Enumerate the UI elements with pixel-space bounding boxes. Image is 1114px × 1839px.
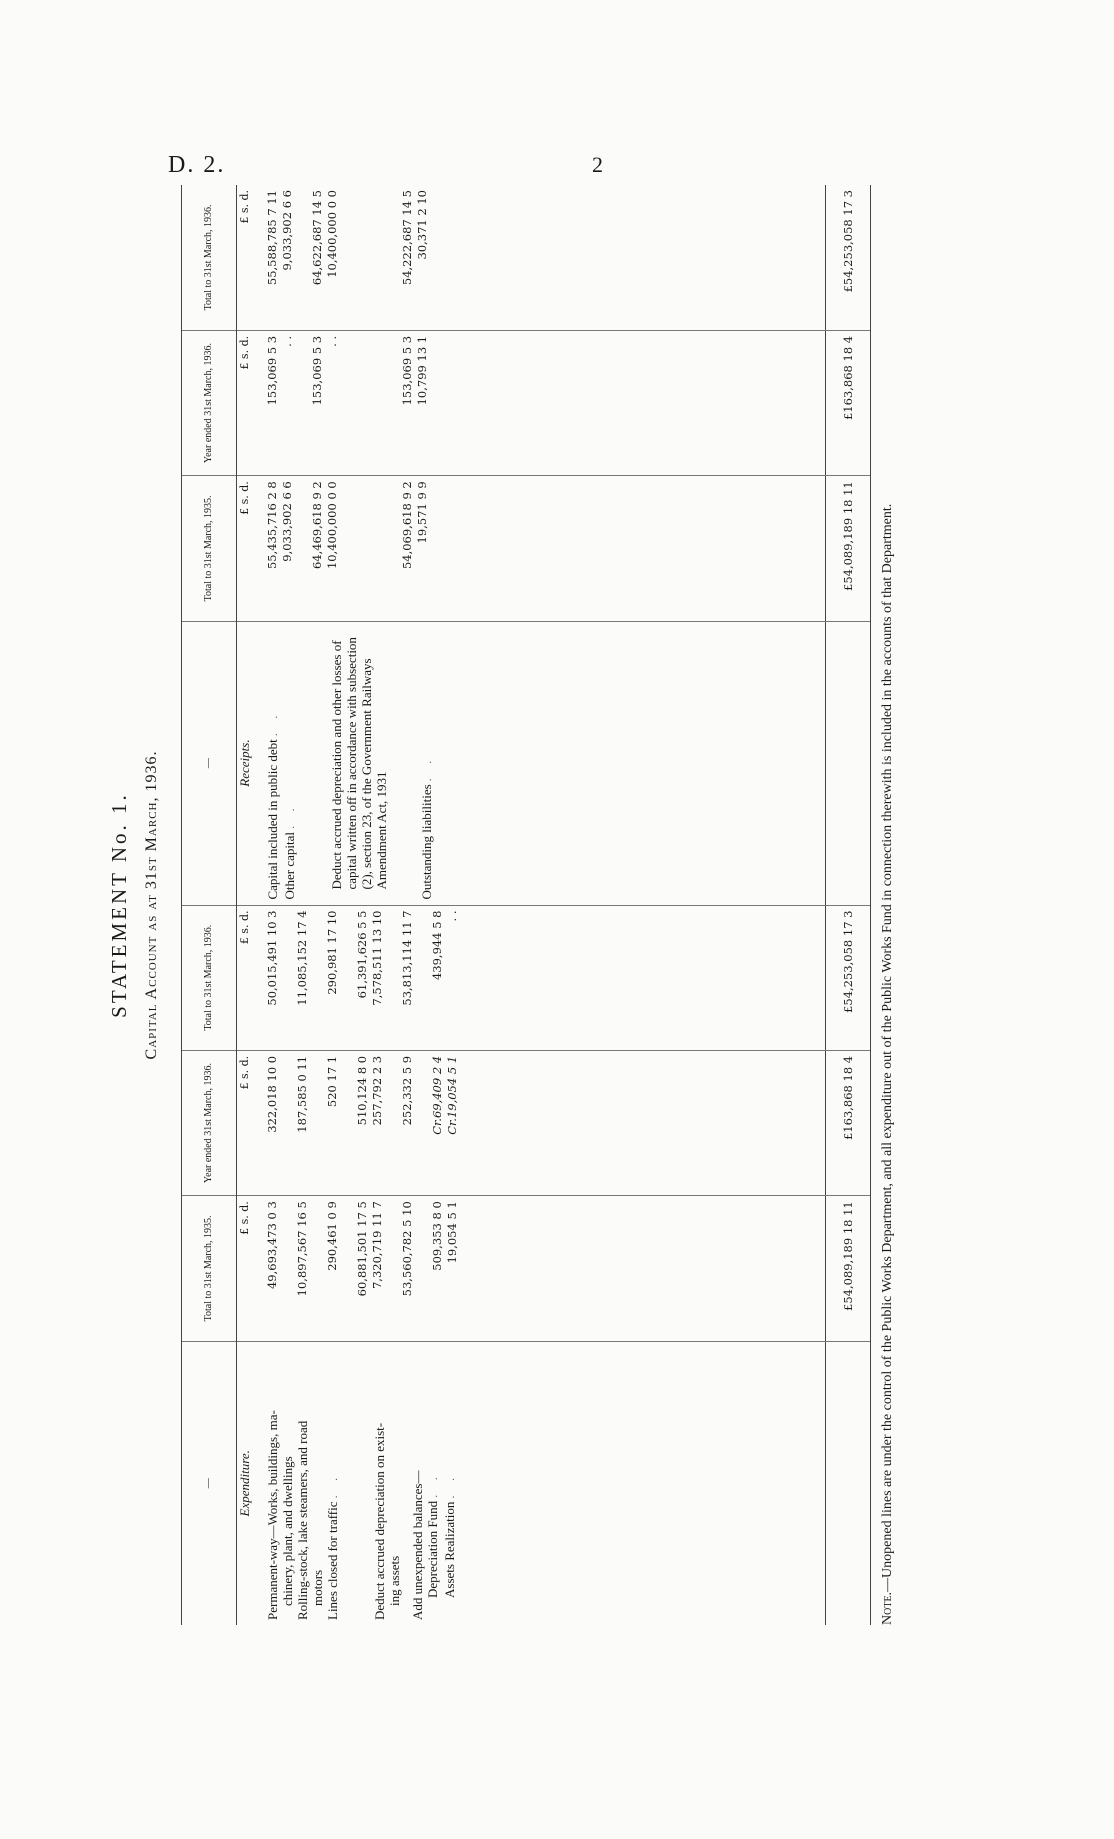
totals-row: [826, 185, 871, 1625]
leader-dots: . .: [268, 709, 281, 736]
value: 53,813,114 11 7: [400, 910, 415, 1006]
value: . .: [325, 335, 340, 347]
value: 7,320,719 11 7: [370, 1201, 385, 1290]
units-label: £ s. d.: [237, 1050, 266, 1195]
value: 257,792 2 3: [370, 1055, 385, 1126]
receipts-grand-total-year: £163,868 18 4: [826, 330, 871, 475]
receipts-year-1936-cell: [265, 330, 826, 475]
units-row: [237, 185, 266, 1625]
footnote-label: Note.: [880, 1591, 895, 1625]
value: 520 17 1: [325, 1055, 340, 1108]
spacer: [355, 190, 370, 325]
value: 64,622,687 14 5: [310, 190, 325, 286]
value: 54,069,618 9 2: [400, 481, 415, 570]
units-label: £ s. d.: [237, 1196, 266, 1341]
value: 10,897,567 16 5: [295, 1201, 310, 1297]
spacer: [314, 627, 329, 900]
expenditure-grand-total-1936: £54,253,058 17 3: [826, 905, 871, 1050]
value: 49,693,473 0 3: [265, 1201, 280, 1290]
spacer: [340, 1056, 355, 1190]
value: 9,033,902 6 6: [280, 481, 295, 562]
spacer: [340, 336, 355, 470]
totals-empty: [826, 1341, 871, 1625]
spacer: [415, 1056, 430, 1190]
assets-realization-text: Assets Realization: [442, 1501, 458, 1598]
subtitle-date: 31st March, 1936.: [143, 750, 160, 890]
value: 53,560,782 5 10: [400, 1201, 415, 1297]
col-header-year-1936: Year ended 31st March, 1936.: [182, 1050, 237, 1195]
value: 19,571 9 9: [415, 481, 430, 544]
subtitle-lead: Capital Account as at: [143, 894, 160, 1060]
expenditure-year-1936-cell: [265, 1050, 826, 1195]
spacer: [340, 1201, 355, 1335]
col-header-total-1936-r: Total to 31st March, 1936.: [182, 185, 237, 330]
footnote: [880, 185, 896, 1625]
receipts-total-1935-cell: [265, 476, 826, 621]
header-row: [182, 185, 237, 1625]
spacer: [355, 481, 370, 615]
value: 10,400,000 0 0: [325, 190, 340, 278]
spacer: [342, 1347, 357, 1620]
col-header-year-1936-r: Year ended 31st March, 1936.: [182, 330, 237, 475]
value: 9,033,902 6 6: [280, 190, 295, 271]
receipts-caption: Receipts.: [237, 621, 266, 905]
spacer: [340, 481, 355, 615]
units-label: £ s. d.: [237, 905, 266, 1050]
spacer: [404, 627, 419, 900]
outstanding-liabilities-label: [419, 627, 436, 900]
value: 55,588,785 7 11: [265, 190, 280, 286]
col-header-total-1935: Total to 31st March, 1935.: [182, 1196, 237, 1341]
value: 252,332 5 9: [400, 1055, 415, 1126]
rotated-statement: [95, 185, 915, 1625]
value: 290,981 17 10: [325, 910, 340, 995]
value: 50,015,491 10 3: [265, 910, 280, 1006]
spacer: [310, 1201, 325, 1335]
value: 510,124 8 0: [355, 1055, 370, 1126]
spacer: [280, 911, 295, 1045]
col-header-receipts: —: [182, 621, 237, 905]
expenditure-total-1935-cell: [265, 1196, 826, 1341]
lines-closed-text: Lines closed for traffic: [325, 1501, 341, 1620]
capital-account-table: [181, 185, 871, 1625]
units-label: £ s. d.: [237, 476, 266, 621]
spacer: [385, 911, 400, 1045]
receipts-total-1936-cell: [265, 185, 826, 330]
spacer: [402, 1347, 410, 1620]
value: 509,353 8 0: [430, 1201, 445, 1271]
receipts-grand-total-1935: £54,089,189 18 11: [826, 476, 871, 621]
value: 153,069 5 3: [265, 335, 280, 406]
perm-way-label: Permanent-way—Works, buildings, ma-: [265, 1410, 281, 1620]
expenditure-grand-total-1935: £54,089,189 18 11: [826, 1196, 871, 1341]
spacer: [389, 627, 404, 900]
value: 61,391,626 5 5: [355, 910, 370, 999]
outstanding-liabilities-text: Outstanding liabilities: [419, 784, 435, 900]
depreciation-fund-text: Depreciation Fund: [425, 1500, 441, 1598]
spacer: [385, 1201, 400, 1335]
add-unexpended-label: Add unexpended balances—: [410, 1470, 426, 1620]
col-header-total-1936: Total to 31st March, 1936.: [182, 905, 237, 1050]
deduct-depreciation-label-cont: ing assets: [387, 1555, 403, 1606]
spacer: [280, 1056, 295, 1190]
assets-realization-label: [442, 1347, 459, 1620]
statement-title: STATEMENT No. 1.: [107, 792, 131, 1018]
expenditure-grand-total-year: £163,868 18 4: [826, 1050, 871, 1195]
spacer: [357, 1347, 372, 1620]
spacer: [280, 1201, 295, 1335]
page-reference: D. 2.: [168, 152, 226, 178]
spacer: [310, 911, 325, 1045]
other-capital-label: [282, 627, 299, 900]
value: 10,799 13 1: [415, 335, 430, 406]
receipts-deduct-label: Deduct accrued depreciation and other losses of capital written off in accordance with subsection (2), section 23, of the Government Railways Amendment Act, 1931: [329, 637, 390, 890]
value: 54,222,687 14 5: [400, 190, 415, 286]
spacer: [295, 190, 310, 325]
capital-public-debt-label: [265, 627, 282, 900]
expenditure-total-1936-cell: [265, 905, 826, 1050]
body-row: [265, 185, 826, 1625]
spacer: [415, 911, 430, 1045]
rolling-stock-label-cont: motors: [310, 1569, 326, 1606]
depreciation-fund-label: [425, 1347, 442, 1620]
statement-subtitle: [143, 185, 161, 1625]
value: 11,085,152 17 4: [295, 910, 310, 1006]
value: . .: [280, 335, 295, 347]
value: 64,469,618 9 2: [310, 481, 325, 570]
spacer: [310, 1056, 325, 1190]
value: 19,054 5 1: [445, 1201, 460, 1264]
spacer: [295, 336, 310, 470]
perm-way-label-cont: chinery, plant, and dwellings: [280, 1456, 296, 1606]
value: Cr.69,409 2 4: [430, 1055, 445, 1135]
spacer: [340, 911, 355, 1045]
spacer: [415, 1201, 430, 1335]
receipts-grand-total-1936: £54,253,058 17 3: [826, 185, 871, 330]
spacer: [385, 336, 400, 470]
leader-dots: . .: [422, 754, 435, 782]
page-number: 2: [592, 152, 603, 177]
value: 55,435,716 2 8: [265, 481, 280, 570]
spacer: [385, 481, 400, 615]
spacer: [299, 627, 314, 900]
value: 10,400,000 0 0: [325, 481, 340, 570]
value: 439,944 5 8: [430, 910, 445, 981]
expenditure-descriptions: [265, 1341, 826, 1625]
expenditure-caption: Expenditure.: [237, 1450, 252, 1517]
receipts-descriptions: [265, 621, 826, 905]
leader-dots: . .: [285, 802, 298, 829]
spacer: [385, 190, 400, 325]
units-label: £ s. d.: [237, 330, 266, 475]
spacer: [340, 190, 355, 325]
value: 187,585 0 11: [295, 1055, 310, 1133]
value: 290,461 0 9: [325, 1201, 340, 1271]
spacer: [370, 190, 385, 325]
lines-closed-label: [325, 1347, 342, 1620]
capital-public-debt-text: Capital included in public debt: [265, 739, 281, 900]
value: 153,069 5 3: [400, 335, 415, 406]
col-header-expenditure: —: [182, 1341, 237, 1625]
spacer: [370, 336, 385, 470]
deduct-depreciation-label: Deduct accrued depreciation on exist-: [372, 1422, 388, 1620]
value: 7,578,511 13 10: [370, 910, 385, 1006]
spacer: [295, 481, 310, 615]
spacer: [370, 481, 385, 615]
rolling-stock-label: Rolling-stock, lake steamers, and road: [295, 1420, 311, 1620]
other-capital-text: Other capital: [282, 832, 298, 900]
value: 30,371 2 10: [415, 190, 430, 260]
col-header-total-1935-r: Total to 31st March, 1935.: [182, 476, 237, 621]
footnote-text: —Unopened lines are under the control of the Public Works Department, and all expenditure out of the Public Works Fund in connection therewith is included in the accounts of that Department.: [880, 503, 895, 1592]
spacer: [355, 336, 370, 470]
totals-empty: [826, 621, 871, 905]
units-label: £ s. d.: [237, 185, 266, 330]
value: . .: [445, 910, 460, 922]
value: 322,018 10 0: [265, 1055, 280, 1133]
leader-dots: . .: [328, 1471, 341, 1499]
value: 60,881,501 17 5: [355, 1201, 370, 1297]
leader-dots: . .: [445, 1472, 458, 1499]
spacer: [385, 1056, 400, 1190]
value: 153,069 5 3: [310, 335, 325, 406]
leader-dots: . .: [428, 1471, 441, 1498]
value: Cr.19,054 5 1: [445, 1055, 460, 1135]
